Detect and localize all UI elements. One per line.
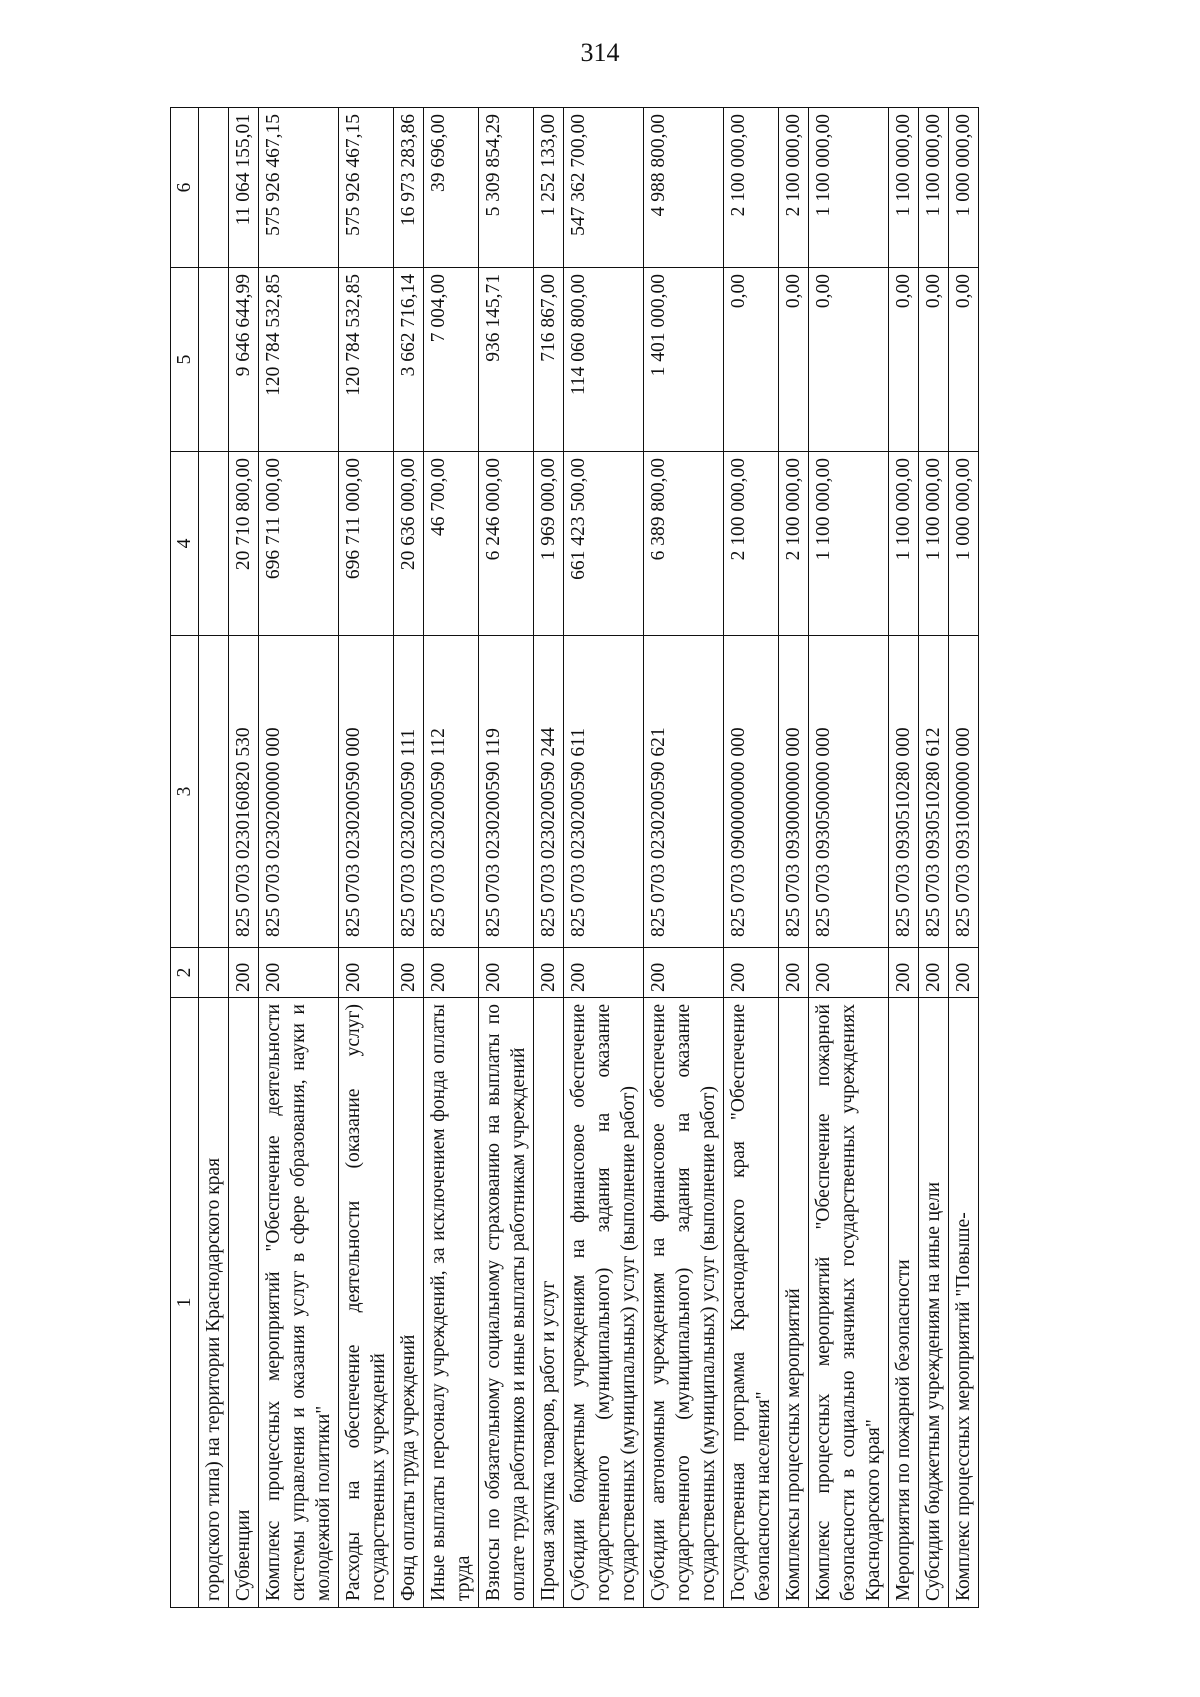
row-kbk-cell: 825 0703 0900000000 000 (724, 636, 779, 948)
row-code-cell: 200 (724, 948, 779, 998)
row-kbk-cell: 825 0703 0230200000 000 (259, 636, 339, 948)
table-row (889, 108, 919, 1608)
table-row (534, 108, 564, 1608)
row-kbk-cell: 825 0703 0931000000 000 (949, 636, 979, 948)
table-row (564, 108, 644, 1608)
row-plan-cell: 661 423 500,00 (564, 452, 644, 636)
row-plan-cell: 20 710 800,00 (229, 452, 259, 636)
table-row (949, 108, 979, 1608)
table-row (479, 108, 534, 1608)
table-row (394, 108, 424, 1608)
row-plan-cell: 1 000 000,00 (949, 452, 979, 636)
row-code-cell: 200 (479, 948, 534, 998)
row-fact-cell: 0,00 (889, 268, 919, 452)
row-plan-cell: 2 100 000,00 (724, 452, 779, 636)
row-code-cell: 200 (809, 948, 889, 998)
row-plan-cell: 6 389 800,00 (644, 452, 724, 636)
row-rest-cell: 575 926 467,15 (259, 108, 339, 268)
row-plan-cell: 46 700,00 (424, 452, 479, 636)
table-row (919, 108, 949, 1608)
row-rest-cell: 1 100 000,00 (889, 108, 919, 268)
row-name-cell: Государственная программа Краснодарского края "Обеспечение безопасности населения" (724, 998, 779, 1608)
table-row (809, 108, 889, 1608)
row-plan-cell: 1 100 000,00 (919, 452, 949, 636)
row-code-cell: 200 (949, 948, 979, 998)
row-fact-cell: 120 784 532,85 (259, 268, 339, 452)
row-name-cell: Субсидии автономным учреждениям на финансовое обеспечение государственного (муниципального) задания на оказание государственных (муниципальных) услуг (выполнение работ) (644, 998, 724, 1608)
row-kbk-cell: 825 0703 0930500000 000 (809, 636, 889, 948)
row-fact-cell: 114 060 800,00 (564, 268, 644, 452)
row-code-cell: 200 (424, 948, 479, 998)
table-row (339, 108, 394, 1608)
table-row (199, 108, 229, 1608)
row-kbk-cell: 825 0703 0230200590 621 (644, 636, 724, 948)
row-rest-cell: 1 100 000,00 (809, 108, 889, 268)
header-cell: 6 (171, 108, 199, 268)
row-fact-cell: 7 004,00 (424, 268, 479, 452)
row-fact-cell: 716 867,00 (534, 268, 564, 452)
row-fact-cell: 120 784 532,85 (339, 268, 394, 452)
row-code-cell: 200 (534, 948, 564, 998)
row-kbk-cell (199, 636, 229, 948)
row-fact-cell: 0,00 (779, 268, 809, 452)
row-kbk-cell: 825 0703 0230200590 119 (479, 636, 534, 948)
header-cell: 3 (171, 636, 199, 948)
header-cell: 1 (171, 998, 199, 1608)
row-rest-cell: 39 696,00 (424, 108, 479, 268)
budget-table (170, 107, 979, 1608)
row-code-cell: 200 (259, 948, 339, 998)
row-code-cell: 200 (644, 948, 724, 998)
row-name-cell: Взносы по обязательному социальному страхованию на выплаты по оплате труда работников и иные выплаты работникам учреждений (479, 998, 534, 1608)
header-cell: 4 (171, 452, 199, 636)
row-rest-cell: 4 988 800,00 (644, 108, 724, 268)
row-name-cell: Комплексы процессных мероприятий (779, 998, 809, 1608)
row-fact-cell: 9 646 644,99 (229, 268, 259, 452)
row-code-cell: 200 (889, 948, 919, 998)
row-rest-cell: 547 362 700,00 (564, 108, 644, 268)
row-name-cell: Комплекс процессных мероприятий "Обеспечение деятельности системы управления и оказания услуг в сфере образования, науки и молодежной политики" (259, 998, 339, 1608)
row-plan-cell: 2 100 000,00 (779, 452, 809, 636)
header-cell: 5 (171, 268, 199, 452)
row-rest-cell: 11 064 155,01 (229, 108, 259, 268)
row-name-cell: Мероприятия по пожарной безопасности (889, 998, 919, 1608)
row-kbk-cell: 825 0703 0930510280 612 (919, 636, 949, 948)
row-name-cell: Субсидии бюджетным учреждениям на иные цели (919, 998, 949, 1608)
row-rest-cell: 1 100 000,00 (919, 108, 949, 268)
row-rest-cell: 2 100 000,00 (779, 108, 809, 268)
row-name-cell: Иные выплаты персоналу учреждений, за исключением фонда оплаты труда (424, 998, 479, 1608)
row-code-cell: 200 (564, 948, 644, 998)
row-fact-cell: 0,00 (724, 268, 779, 452)
header-row (171, 108, 199, 1608)
row-plan-cell: 696 711 000,00 (259, 452, 339, 636)
row-kbk-cell: 825 0703 0230160820 530 (229, 636, 259, 948)
row-plan-cell: 1 100 000,00 (889, 452, 919, 636)
row-rest-cell: 2 100 000,00 (724, 108, 779, 268)
row-code-cell: 200 (779, 948, 809, 998)
row-plan-cell: 1 969 000,00 (534, 452, 564, 636)
row-fact-cell: 0,00 (919, 268, 949, 452)
header-cell: 2 (171, 948, 199, 998)
table-row (779, 108, 809, 1608)
row-fact-cell: 0,00 (809, 268, 889, 452)
page-number: 314 (580, 38, 620, 67)
row-code-cell (199, 948, 229, 998)
row-name-cell: Прочая закупка товаров, работ и услуг (534, 998, 564, 1608)
row-fact-cell: 936 145,71 (479, 268, 534, 452)
row-kbk-cell: 825 0703 0230200590 244 (534, 636, 564, 948)
row-rest-cell: 1 000 000,00 (949, 108, 979, 268)
row-fact-cell: 3 662 716,14 (394, 268, 424, 452)
row-code-cell: 200 (394, 948, 424, 998)
row-rest-cell (199, 108, 229, 268)
row-plan-cell (199, 452, 229, 636)
row-kbk-cell: 825 0703 0230200590 111 (394, 636, 424, 948)
table-body (199, 108, 979, 1608)
row-name-cell: Комплекс процессных мероприятий "Обеспечение пожарной безопасности в социально значимых государственных учреждениях Краснодарского края" (809, 998, 889, 1608)
row-name-cell: Субсидии бюджетным учреждениям на финансовое обеспечение государственного (муниципального) задания на оказание государственных (муниципальных) услуг (выполнение работ) (564, 998, 644, 1608)
table-row (424, 108, 479, 1608)
row-kbk-cell: 825 0703 0930000000 000 (779, 636, 809, 948)
row-code-cell: 200 (339, 948, 394, 998)
row-name-cell: Фонд оплаты труда учреждений (394, 998, 424, 1608)
rotated-table-frame (170, 108, 1120, 1608)
row-code-cell: 200 (229, 948, 259, 998)
row-fact-cell: 0,00 (949, 268, 979, 452)
row-rest-cell: 5 309 854,29 (479, 108, 534, 268)
row-rest-cell: 16 973 283,86 (394, 108, 424, 268)
row-plan-cell: 20 636 000,00 (394, 452, 424, 636)
row-plan-cell: 696 711 000,00 (339, 452, 394, 636)
table-row (724, 108, 779, 1608)
row-kbk-cell: 825 0703 0230200590 611 (564, 636, 644, 948)
table-row (229, 108, 259, 1608)
row-kbk-cell: 825 0703 0230200590 112 (424, 636, 479, 948)
row-name-cell: Субвенции (229, 998, 259, 1608)
row-kbk-cell: 825 0703 0230200590 000 (339, 636, 394, 948)
table-row (644, 108, 724, 1608)
row-name-cell: городского типа) на территории Краснодарского края (199, 998, 229, 1608)
row-kbk-cell: 825 0703 0930510280 000 (889, 636, 919, 948)
row-plan-cell: 1 100 000,00 (809, 452, 889, 636)
row-plan-cell: 6 246 000,00 (479, 452, 534, 636)
row-fact-cell: 1 401 000,00 (644, 268, 724, 452)
row-name-cell: Комплекс процессных мероприятий "Повыше- (949, 998, 979, 1608)
row-name-cell: Расходы на обеспечение деятельности (оказание услуг) государственных учреждений (339, 998, 394, 1608)
row-rest-cell: 575 926 467,15 (339, 108, 394, 268)
table-row (259, 108, 339, 1608)
row-rest-cell: 1 252 133,00 (534, 108, 564, 268)
row-fact-cell (199, 268, 229, 452)
row-code-cell: 200 (919, 948, 949, 998)
